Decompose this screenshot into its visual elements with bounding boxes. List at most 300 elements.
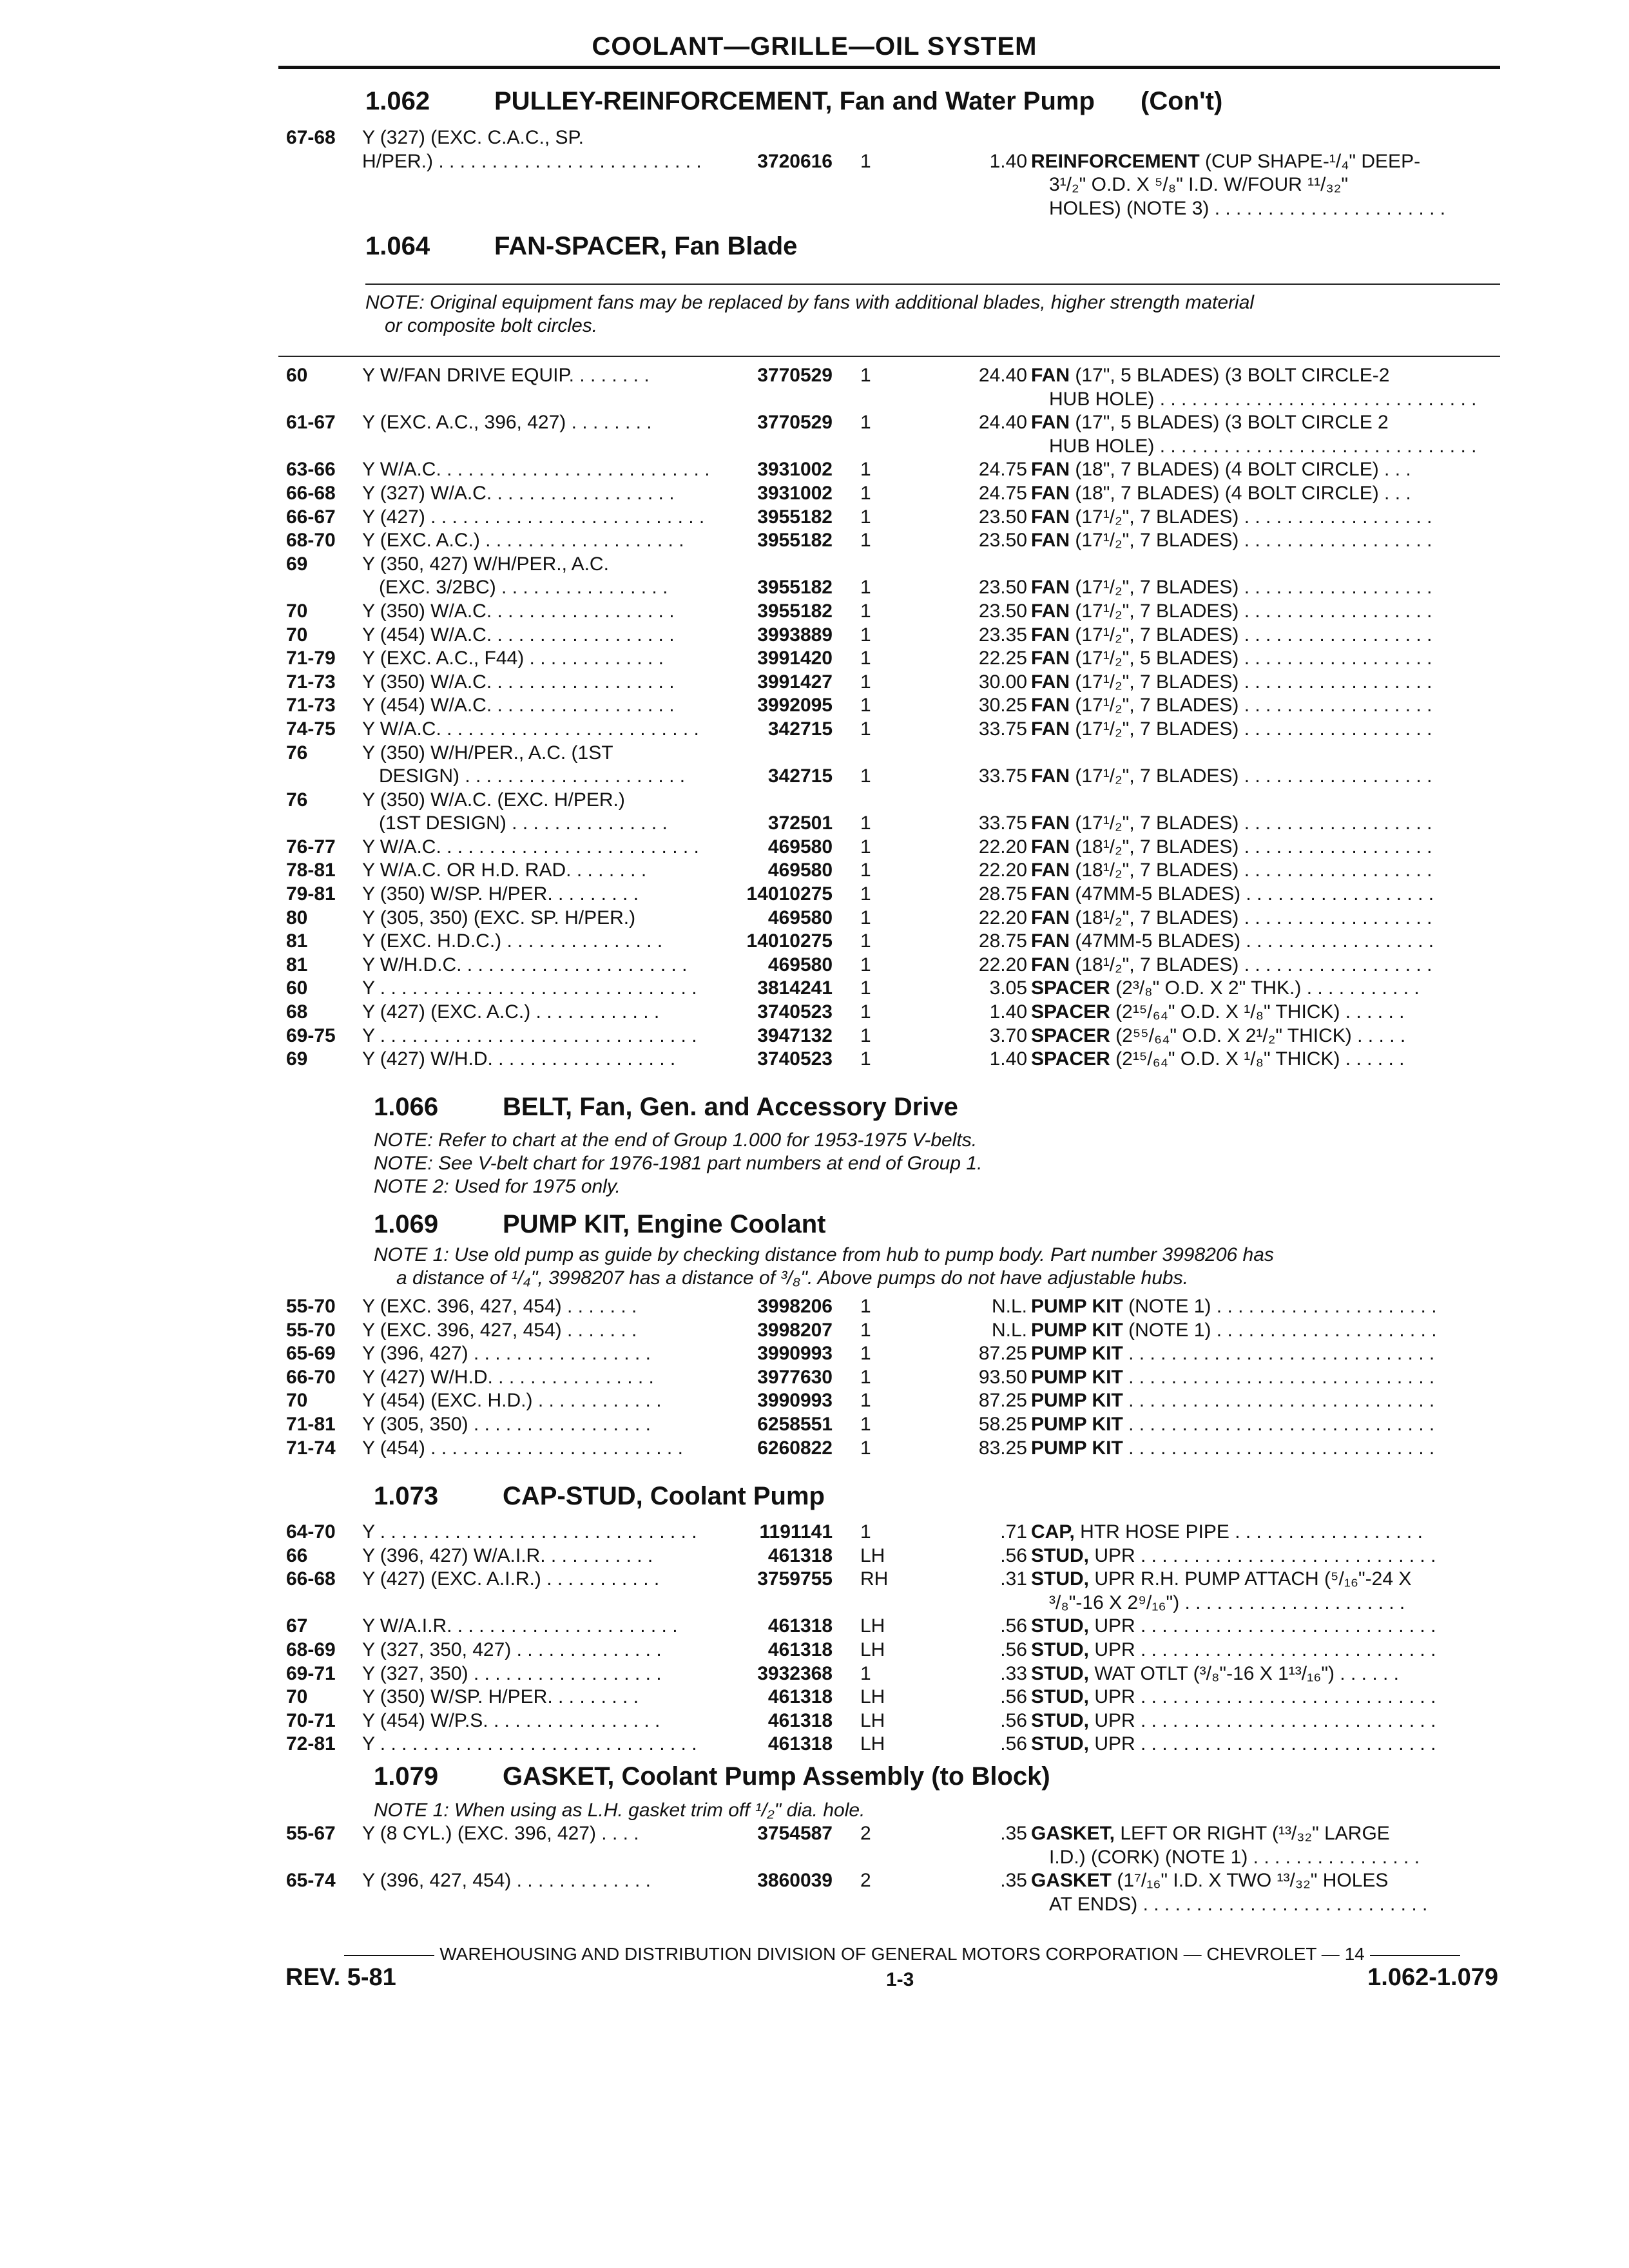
part-number: 3740523: [757, 1001, 833, 1023]
model-year: 67: [286, 1615, 308, 1637]
part-number: 3770529: [757, 365, 833, 386]
description: [1031, 150, 1495, 173]
price: 24.75: [978, 459, 1027, 481]
parts-table-1064: [0, 364, 1629, 1072]
part-number: 3947132: [757, 1024, 833, 1046]
part-name: SPACER: [1031, 1048, 1110, 1070]
description: [1031, 411, 1495, 434]
quantity: 1: [860, 836, 871, 858]
price: 23.50: [978, 530, 1027, 552]
model-year: 60: [286, 365, 308, 386]
note-block-1069: [374, 1244, 1274, 1290]
application: Y (305, 350) (EXC. SP. H/PER.): [362, 907, 636, 928]
section-title: BELT, Fan, Gen. and Accessory Drive: [503, 1093, 958, 1121]
description: [1031, 482, 1495, 505]
part-name: PUMP KIT: [1031, 1366, 1123, 1388]
application: Y (8 CYL.) (EXC. 396, 427) . . . .: [362, 1823, 639, 1844]
table-row: [0, 1846, 1629, 1870]
table-row: [0, 859, 1629, 883]
description: [1031, 812, 1495, 835]
table-row: [0, 553, 1629, 577]
quantity: 1: [860, 907, 871, 928]
part-number: 3955182: [757, 600, 833, 622]
part-detail: . . . . . . . . . . . . . . . . . . . . . . . . . . . . .: [1123, 1343, 1435, 1365]
description: [1031, 1521, 1495, 1544]
part-name: PUMP KIT: [1031, 1343, 1123, 1365]
quantity: 1: [860, 624, 871, 646]
price: 33.75: [978, 812, 1027, 834]
part-detail: 3¹/₂" O.D. X ⁵/₈" I.D. W/FOUR ¹¹/₃₂": [1049, 174, 1348, 196]
description: [1031, 836, 1495, 859]
model-year: 81: [286, 930, 308, 952]
table-row: [0, 458, 1629, 482]
model-year: 55-67: [286, 1823, 336, 1844]
model-year: 76: [286, 789, 308, 811]
price: 22.25: [978, 648, 1027, 669]
application: Y W/FAN DRIVE EQUIP. . . . . . . .: [362, 365, 650, 386]
table-row: [0, 930, 1629, 954]
quantity: 1: [860, 1662, 871, 1684]
description: [1031, 1709, 1495, 1733]
note-line: NOTE: Original equipment fans may be replaced by fans with additional blades, higher strength material: [365, 292, 1255, 313]
application: Y (427) W/H.D. . . . . . . . . . . . . . . .: [362, 1366, 654, 1388]
part-detail: (1⁷/₁₆" I.D. X TWO ¹³/₃₂" HOLES: [1112, 1870, 1389, 1892]
model-year: 61-67: [286, 412, 336, 434]
part-name: FAN: [1031, 577, 1070, 599]
parts-table-1069: [0, 1295, 1629, 1460]
quantity: 1: [860, 812, 871, 834]
price: 22.20: [978, 954, 1027, 975]
table-row: [0, 671, 1629, 695]
description: [1031, 576, 1495, 599]
part-number: 461318: [767, 1709, 833, 1731]
section-number: 1.066: [374, 1093, 439, 1121]
part-detail: UPR . . . . . . . . . . . . . . . . . . . . . . . . . . . .: [1089, 1639, 1436, 1660]
footer-division: [293, 1944, 1511, 1965]
section-heading-1066: [374, 1093, 958, 1122]
model-year: 71-73: [286, 671, 336, 693]
model-year: 69: [286, 1048, 308, 1070]
price: 24.40: [978, 365, 1027, 386]
description: [1031, 859, 1495, 882]
application: H/PER.) . . . . . . . . . . . . . . . . . . . . . . . . .: [362, 150, 702, 172]
part-number: 469580: [767, 836, 833, 858]
quantity: 1: [860, 1413, 871, 1435]
part-detail: UPR . . . . . . . . . . . . . . . . . . . . . . . . . . . .: [1089, 1544, 1436, 1566]
part-name: FAN: [1031, 695, 1070, 716]
price: 1.40: [989, 150, 1027, 172]
model-year: 66: [286, 1544, 308, 1566]
part-number: 461318: [767, 1615, 833, 1637]
price: .35: [1000, 1870, 1027, 1892]
quantity: 1: [860, 860, 871, 881]
part-detail: HTR HOSE PIPE . . . . . . . . . . . . . . . . . .: [1074, 1521, 1423, 1542]
part-detail: (17¹/₂", 7 BLADES) . . . . . . . . . . . . . . . . . .: [1070, 718, 1432, 740]
part-name: FAN: [1031, 883, 1070, 905]
application: Y (EXC. 396, 427, 454) . . . . . . .: [362, 1319, 637, 1341]
table-row: [0, 954, 1629, 977]
model-year: 64-70: [286, 1521, 336, 1542]
header-rule: [278, 66, 1500, 69]
description: [1031, 907, 1495, 930]
section-heading-1062: [365, 87, 1222, 116]
application: Y (454) W/P.S. . . . . . . . . . . . . . . . .: [362, 1709, 660, 1731]
quantity: LH: [860, 1686, 885, 1708]
quantity: LH: [860, 1544, 885, 1566]
description: [1031, 883, 1495, 906]
application: Y (327) (EXC. C.A.C., SP.: [362, 127, 584, 148]
quantity: 1: [860, 1319, 871, 1341]
application: Y W/A.I.R. . . . . . . . . . . . . . . . . . . . . .: [362, 1615, 678, 1637]
part-detail: (17¹/₂", 7 BLADES) . . . . . . . . . . . . . . . . . .: [1070, 577, 1432, 599]
table-row: [0, 506, 1629, 530]
quantity: 1: [860, 365, 871, 386]
part-name: FAN: [1031, 648, 1070, 669]
part-detail: (18¹/₂", 7 BLADES) . . . . . . . . . . . . . . . . . .: [1070, 954, 1432, 975]
table-row: [0, 1686, 1629, 1709]
description: [1049, 435, 1495, 458]
quantity: 1: [860, 1390, 871, 1412]
table-row: [0, 1733, 1629, 1756]
price: 23.50: [978, 600, 1027, 622]
table-row: [0, 482, 1629, 506]
part-detail: (17¹/₂", 7 BLADES) . . . . . . . . . . . . . . . . . .: [1070, 506, 1432, 528]
part-name: FAN: [1031, 459, 1070, 481]
part-name: STUD,: [1031, 1615, 1089, 1637]
quantity: 1: [860, 459, 871, 481]
part-detail: HOLES) (NOTE 3) . . . . . . . . . . . . . . . . . . . . . .: [1049, 197, 1446, 219]
part-number: 3740523: [757, 1048, 833, 1070]
table-row: [0, 718, 1629, 742]
part-number: 3754587: [757, 1823, 833, 1844]
application: Y (350) W/SP. H/PER. . . . . . . . .: [362, 1686, 639, 1708]
quantity: 1: [860, 1048, 871, 1070]
quantity: 1: [860, 648, 871, 669]
part-number: 3814241: [757, 977, 833, 999]
description: [1049, 1893, 1495, 1916]
model-year: 55-70: [286, 1319, 336, 1341]
quantity: 1: [860, 482, 871, 504]
part-detail: . . . . . . . . . . . . . . . . . . . . . . . . . . . . .: [1123, 1390, 1435, 1412]
application: Y (427) (EXC. A.C.) . . . . . . . . . . . .: [362, 1001, 660, 1023]
application: Y (350, 427) W/H/PER., A.C.: [362, 553, 609, 575]
quantity: 1: [860, 530, 871, 552]
part-number: 3860039: [757, 1870, 833, 1892]
note-line: or composite bolt circles.: [385, 315, 598, 336]
table-row: [0, 1389, 1629, 1413]
part-number: 14010275: [746, 930, 833, 952]
section-continued: (Con't): [1141, 87, 1223, 115]
description: [1031, 1389, 1495, 1412]
price: .35: [1000, 1823, 1027, 1844]
part-detail: . . . . . . . . . . . . . . . . . . . . . . . . . . . . .: [1123, 1413, 1435, 1435]
part-number: 3998207: [757, 1319, 833, 1341]
price: .71: [1000, 1521, 1027, 1542]
part-number: 469580: [767, 860, 833, 881]
model-year: 70: [286, 1686, 308, 1708]
model-year: 66-68: [286, 1568, 336, 1590]
part-detail: AT ENDS) . . . . . . . . . . . . . . . . . . . . . . . . . . .: [1049, 1893, 1428, 1915]
part-name: FAN: [1031, 718, 1070, 740]
part-name: FAN: [1031, 765, 1070, 787]
description: [1031, 718, 1495, 741]
price: 30.25: [978, 695, 1027, 716]
part-number: 3955182: [757, 506, 833, 528]
part-name: FAN: [1031, 412, 1070, 434]
quantity: 1: [860, 600, 871, 622]
table-row: [0, 1662, 1629, 1686]
table-row: [0, 1342, 1629, 1366]
description: [1031, 1319, 1495, 1342]
part-detail: UPR R.H. PUMP ATTACH (⁵/₁₆"-24 X: [1089, 1568, 1412, 1590]
model-year: 60: [286, 977, 308, 999]
table-row: [0, 150, 1629, 174]
part-name: FAN: [1031, 506, 1070, 528]
description: [1031, 647, 1495, 670]
quantity: 2: [860, 1870, 871, 1892]
description: [1031, 1662, 1495, 1686]
table-row: [0, 624, 1629, 648]
part-name: PUMP KIT: [1031, 1319, 1123, 1341]
part-name: GASKET,: [1031, 1823, 1115, 1844]
application: Y (327) W/A.C. . . . . . . . . . . . . . . . . .: [362, 482, 675, 504]
quantity: 1: [860, 1521, 871, 1542]
quantity: 2: [860, 1823, 871, 1844]
model-year: 67-68: [286, 127, 336, 148]
table-row: [0, 1615, 1629, 1639]
quantity: LH: [860, 1733, 885, 1755]
application: Y (EXC. A.C., F44) . . . . . . . . . . . . .: [362, 648, 664, 669]
price: 23.50: [978, 577, 1027, 599]
model-year: 68-70: [286, 530, 336, 552]
part-name: SPACER: [1031, 1001, 1110, 1023]
model-year: 71-74: [286, 1437, 336, 1459]
table-row: [0, 576, 1629, 600]
part-number: 3990993: [757, 1343, 833, 1365]
quantity: LH: [860, 1709, 885, 1731]
note-block-1079: [374, 1799, 865, 1822]
part-number: 3977630: [757, 1366, 833, 1388]
application: Y (396, 427, 454) . . . . . . . . . . . . .: [362, 1870, 651, 1892]
quantity: 1: [860, 506, 871, 528]
table-row: [0, 600, 1629, 624]
application: Y . . . . . . . . . . . . . . . . . . . . . . . . . . . . . .: [362, 977, 697, 999]
part-number: 3932368: [757, 1662, 833, 1684]
application: Y (427) W/H.D. . . . . . . . . . . . . . . . . .: [362, 1048, 676, 1070]
note-rule-top: [365, 284, 1500, 285]
price: .31: [1000, 1568, 1027, 1590]
model-year: 71-73: [286, 695, 336, 716]
price: .56: [1000, 1709, 1027, 1731]
part-detail: (17¹/₂", 5 BLADES) . . . . . . . . . . . . . . . . . .: [1070, 648, 1432, 669]
table-row: [0, 1544, 1629, 1568]
section-heading-1069: [374, 1210, 826, 1239]
section-number: 1.079: [374, 1762, 439, 1791]
application: Y (427) (EXC. A.I.R.) . . . . . . . . . . .: [362, 1568, 660, 1590]
footer-page-number: 1-3: [886, 1969, 914, 1990]
price: 3.70: [989, 1024, 1027, 1046]
part-detail: UPR . . . . . . . . . . . . . . . . . . . . . . . . . . . .: [1089, 1709, 1436, 1731]
table-row: [0, 907, 1629, 930]
note-line: a distance of ¹/₄", 3998207 has a distance of ³/₈". Above pumps do not have adjustable hubs.: [396, 1267, 1188, 1289]
model-year: 65-69: [286, 1343, 336, 1365]
table-row: [0, 1639, 1629, 1662]
part-detail: (2¹⁵/₆₄" O.D. X ¹/₈" THICK) . . . . . .: [1110, 1001, 1405, 1023]
part-detail: (18¹/₂", 7 BLADES) . . . . . . . . . . . . . . . . . .: [1070, 860, 1432, 881]
note-line: NOTE: See V-belt chart for 1976-1981 part numbers at end of Group 1.: [374, 1153, 983, 1174]
model-year: 55-70: [286, 1296, 336, 1317]
part-detail: (17¹/₂", 7 BLADES) . . . . . . . . . . . . . . . . . .: [1070, 765, 1432, 787]
part-detail: (NOTE 1) . . . . . . . . . . . . . . . . . . . . .: [1123, 1319, 1437, 1341]
part-detail: (18¹/₂", 7 BLADES) . . . . . . . . . . . . . . . . . .: [1070, 907, 1432, 928]
application: Y (EXC. A.C., 396, 427) . . . . . . . .: [362, 412, 652, 434]
quantity: 1: [860, 765, 871, 787]
part-number: 3770529: [757, 412, 833, 434]
price: .56: [1000, 1615, 1027, 1637]
section-number: 1.073: [374, 1482, 439, 1510]
table-row: [0, 1437, 1629, 1461]
part-name: FAN: [1031, 600, 1070, 622]
application: Y (327, 350, 427) . . . . . . . . . . . . . .: [362, 1639, 662, 1660]
application: Y W/H.D.C. . . . . . . . . . . . . . . . . . . . . .: [362, 954, 688, 975]
section-title: FAN-SPACER, Fan Blade: [494, 232, 798, 260]
part-name: STUD,: [1031, 1686, 1089, 1708]
part-detail: (18¹/₂", 7 BLADES) . . . . . . . . . . . . . . . . . .: [1070, 836, 1432, 858]
table-row: [0, 883, 1629, 907]
price: N.L.: [991, 1296, 1027, 1317]
quantity: 1: [860, 412, 871, 434]
section-title: GASKET, Coolant Pump Assembly (to Block): [503, 1762, 1050, 1791]
price: 23.35: [978, 624, 1027, 646]
quantity: 1: [860, 718, 871, 740]
part-number: 342715: [767, 718, 833, 740]
quantity: 1: [860, 695, 871, 716]
part-detail: . . . . . . . . . . . . . . . . . . . . . . . . . . . . .: [1123, 1366, 1435, 1388]
model-year: 72-81: [286, 1733, 336, 1755]
parts-table-1062: [0, 126, 1629, 220]
application: Y (396, 427) . . . . . . . . . . . . . . . . .: [362, 1343, 651, 1365]
description: [1031, 1822, 1495, 1845]
application: Y (EXC. H.D.C.) . . . . . . . . . . . . . . .: [362, 930, 663, 952]
table-row: [0, 173, 1629, 197]
description: [1031, 1295, 1495, 1318]
description: [1031, 458, 1495, 481]
price: .33: [1000, 1662, 1027, 1684]
quantity: 1: [860, 577, 871, 599]
table-row: [0, 1413, 1629, 1437]
application: Y (305, 350) . . . . . . . . . . . . . . . . .: [362, 1413, 651, 1435]
table-row: [0, 1366, 1629, 1390]
part-number: 461318: [767, 1639, 833, 1660]
model-year: 69-75: [286, 1024, 336, 1046]
description: [1031, 529, 1495, 552]
table-row: [0, 694, 1629, 718]
table-row: [0, 1024, 1629, 1048]
part-detail: (2³/₈" O.D. X 2" THK.) . . . . . . . . . . .: [1110, 977, 1420, 999]
model-year: 63-66: [286, 459, 336, 481]
table-row: [0, 197, 1629, 221]
part-number: 14010275: [746, 883, 833, 905]
part-number: 342715: [767, 765, 833, 787]
part-detail: (2¹⁵/₆₄" O.D. X ¹/₈" THICK) . . . . . .: [1110, 1048, 1405, 1070]
table-row: [0, 1295, 1629, 1319]
table-row: [0, 364, 1629, 388]
part-detail: (18", 7 BLADES) (4 BOLT CIRCLE) . . .: [1070, 459, 1411, 481]
description: [1031, 1568, 1495, 1591]
table-row: [0, 977, 1629, 1001]
part-name: PUMP KIT: [1031, 1296, 1123, 1317]
table-row: [0, 1822, 1629, 1846]
section-number: 1.064: [365, 232, 430, 260]
table-row: [0, 1001, 1629, 1024]
application: Y (350) W/A.C. . . . . . . . . . . . . . . . . .: [362, 600, 675, 622]
application: Y . . . . . . . . . . . . . . . . . . . . . . . . . . . . . .: [362, 1733, 697, 1755]
part-name: STUD,: [1031, 1639, 1089, 1660]
model-year: 70: [286, 624, 308, 646]
price: 87.25: [978, 1343, 1027, 1365]
part-detail: UPR . . . . . . . . . . . . . . . . . . . . . . . . . . . .: [1089, 1615, 1436, 1637]
description: [1031, 1615, 1495, 1638]
part-number: 3955182: [757, 577, 833, 599]
quantity: 1: [860, 1343, 871, 1365]
section-title: CAP-STUD, Coolant Pump: [503, 1482, 825, 1510]
model-year: 69: [286, 553, 308, 575]
part-detail: UPR . . . . . . . . . . . . . . . . . . . . . . . . . . . .: [1089, 1686, 1436, 1708]
model-year: 78-81: [286, 860, 336, 881]
price: 24.40: [978, 412, 1027, 434]
part-number: 3931002: [757, 482, 833, 504]
application: Y . . . . . . . . . . . . . . . . . . . . . . . . . . . . . .: [362, 1024, 697, 1046]
page-title: COOLANT—GRILLE—OIL SYSTEM: [592, 32, 1037, 61]
price: 33.75: [978, 718, 1027, 740]
description: [1049, 1846, 1495, 1869]
footer-revision: REV. 5-81: [285, 1964, 396, 1991]
model-year: 70: [286, 1390, 308, 1412]
part-detail: HUB HOLE) . . . . . . . . . . . . . . . . . . . . . . . . . . . . . .: [1049, 388, 1477, 410]
part-name: FAN: [1031, 671, 1070, 693]
description: [1031, 1001, 1495, 1024]
application: Y (396, 427) W/A.I.R. . . . . . . . . . .: [362, 1544, 653, 1566]
table-row: [0, 1048, 1629, 1072]
description: [1031, 694, 1495, 717]
part-detail: ³/₈"-16 X 2⁹/₁₆") . . . . . . . . . . . . . . . . . . . . .: [1049, 1591, 1405, 1613]
part-number: 3759755: [757, 1568, 833, 1590]
application: Y (427) . . . . . . . . . . . . . . . . . . . . . . . . . .: [362, 506, 705, 528]
description: [1031, 364, 1495, 387]
price: 1.40: [989, 1048, 1027, 1070]
quantity: 1: [860, 150, 871, 172]
part-detail: (17¹/₂", 7 BLADES) . . . . . . . . . . . . . . . . . .: [1070, 695, 1432, 716]
part-name: PUMP KIT: [1031, 1390, 1123, 1412]
price: 33.75: [978, 765, 1027, 787]
price: 22.20: [978, 907, 1027, 928]
part-name: GASKET: [1031, 1870, 1112, 1892]
price: 24.75: [978, 482, 1027, 504]
parts-table-1079: [0, 1822, 1629, 1916]
part-name: STUD,: [1031, 1662, 1089, 1684]
description: [1031, 1869, 1495, 1892]
table-row: [0, 411, 1629, 435]
model-year: 69-71: [286, 1662, 336, 1684]
price: .56: [1000, 1733, 1027, 1755]
price: .56: [1000, 1686, 1027, 1708]
part-detail: (47MM-5 BLADES) . . . . . . . . . . . . . . . . . .: [1070, 883, 1434, 905]
price: 23.50: [978, 506, 1027, 528]
application: Y (454) . . . . . . . . . . . . . . . . . . . . . . . .: [362, 1437, 683, 1459]
model-year: 76-77: [286, 836, 336, 858]
price: 1.40: [989, 1001, 1027, 1023]
note-block-1066: [374, 1129, 982, 1198]
